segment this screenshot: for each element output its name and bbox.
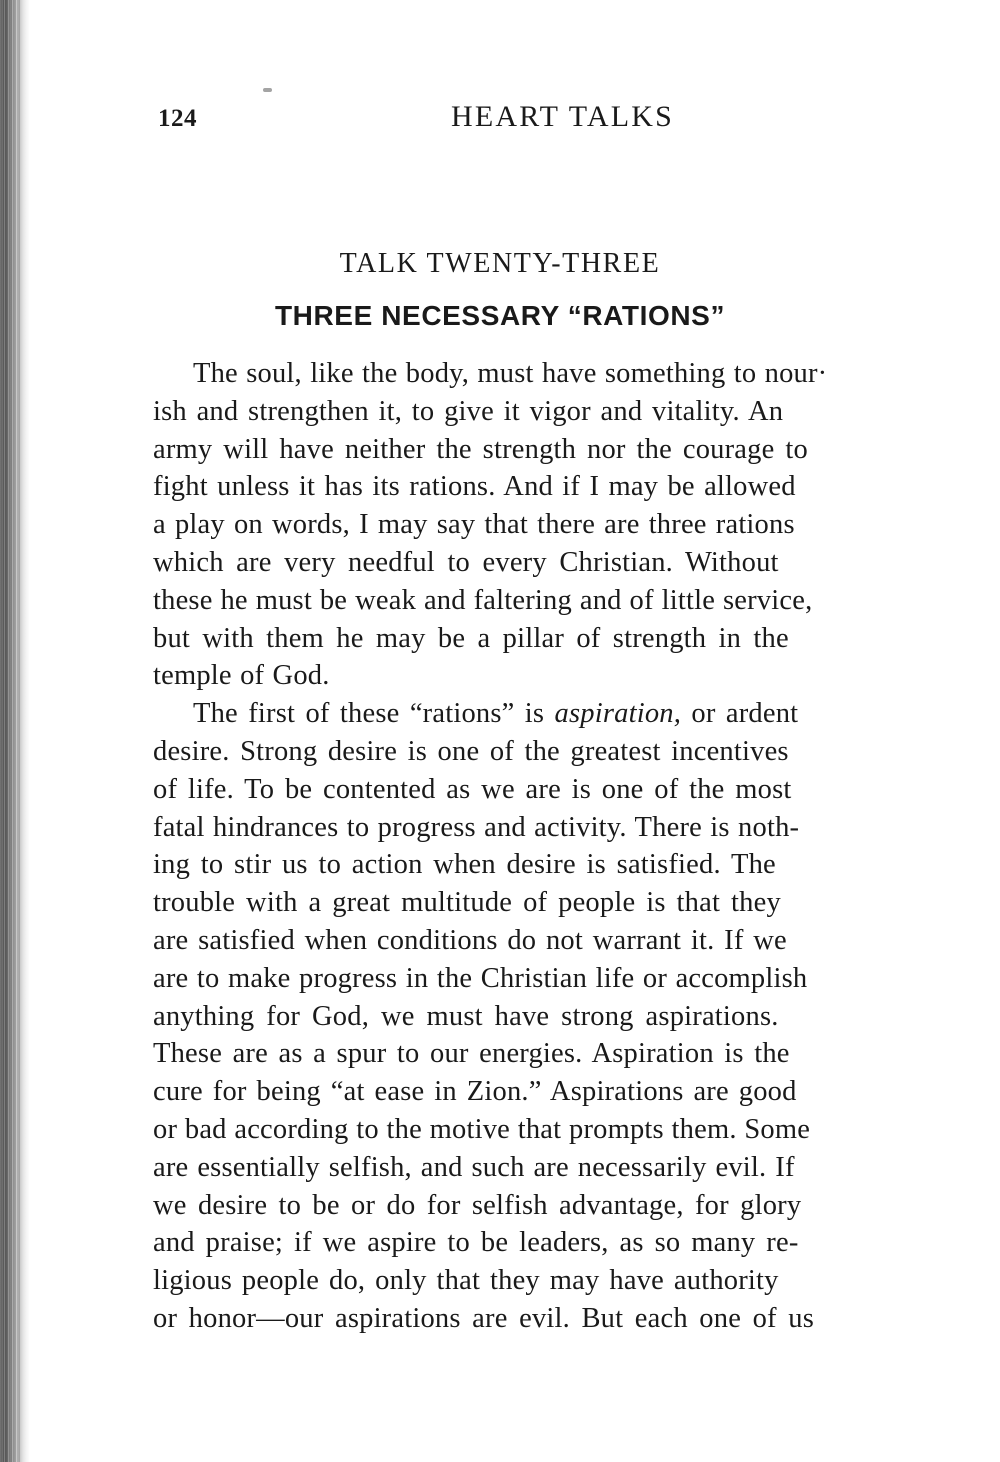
text-line: anything for God, we must have strong aspirations.: [153, 1000, 779, 1032]
talk-number-heading: TALK TWENTY-THREE: [339, 248, 661, 279]
text-line: a play on words, I may say that there are three rations: [153, 509, 795, 541]
text-line: trouble with a great multitude of people is that they: [153, 887, 781, 919]
paragraph-2: [153, 695, 942, 1338]
text-line: ing to stir us to action when desire is satisfied. The: [153, 849, 776, 881]
line-segment: The first of these “rations” is: [193, 698, 555, 730]
text-line: desire. Strong desire is one of the greatest incentives: [153, 735, 789, 767]
text-line: these he must be weak and faltering and of little service,: [153, 584, 813, 616]
text-line: are to make progress in the Christian life or accomplish: [153, 962, 808, 994]
text-line: ish and strengthen it, to give it vigor and vitality. An: [153, 395, 784, 427]
line-segment: or ardent: [681, 698, 799, 730]
text-line: The soul, like the body, must have something to nour·: [193, 358, 828, 389]
text-line: and praise; if we aspire to be leaders, as so many re-: [153, 1227, 799, 1259]
text-line: These are as a spur to our energies. Aspiration is the: [153, 1038, 790, 1070]
text-line: which are very needful to every Christian. Without: [153, 546, 779, 578]
text-line: temple of God.: [153, 660, 330, 692]
talk-title-heading: THREE NECESSARY “RATIONS”: [274, 300, 726, 331]
book-title: HEART TALKS: [450, 100, 675, 133]
text-line: fatal hindrances to progress and activity. There is noth-: [153, 811, 800, 843]
page-number: 124: [158, 105, 197, 132]
text-line: ligious people do, only that they may have authority: [153, 1265, 779, 1297]
text-line: cure for being “at ease in Zion.” Aspirations are good: [153, 1076, 797, 1108]
text-line: or honor—our aspirations are evil. But each one of us: [153, 1302, 814, 1334]
text-line: but with them he may be a pillar of strength in the: [153, 622, 789, 654]
scan-speck: [263, 88, 272, 92]
running-head: [150, 100, 940, 140]
text-line: are satisfied when conditions do not warrant it. If we: [153, 924, 787, 956]
paragraph-1: [153, 355, 942, 695]
text-line: are essentially selfish, and such are necessarily evil. If: [153, 1151, 795, 1183]
emphasis-aspiration: aspiration,: [554, 698, 682, 730]
body-text: [153, 355, 942, 1338]
text-line: of life. To be contented as we are is one of the most: [153, 773, 792, 805]
text-line: fight unless it has its rations. And if I may be allowed: [153, 471, 796, 503]
text-line: or bad according to the motive that prompts them. Some: [153, 1113, 811, 1145]
text-line: [153, 695, 942, 733]
text-line: we desire to be or do for selfish advantage, for glory: [153, 1189, 802, 1221]
text-line: army will have neither the strength nor the courage to: [153, 433, 808, 465]
